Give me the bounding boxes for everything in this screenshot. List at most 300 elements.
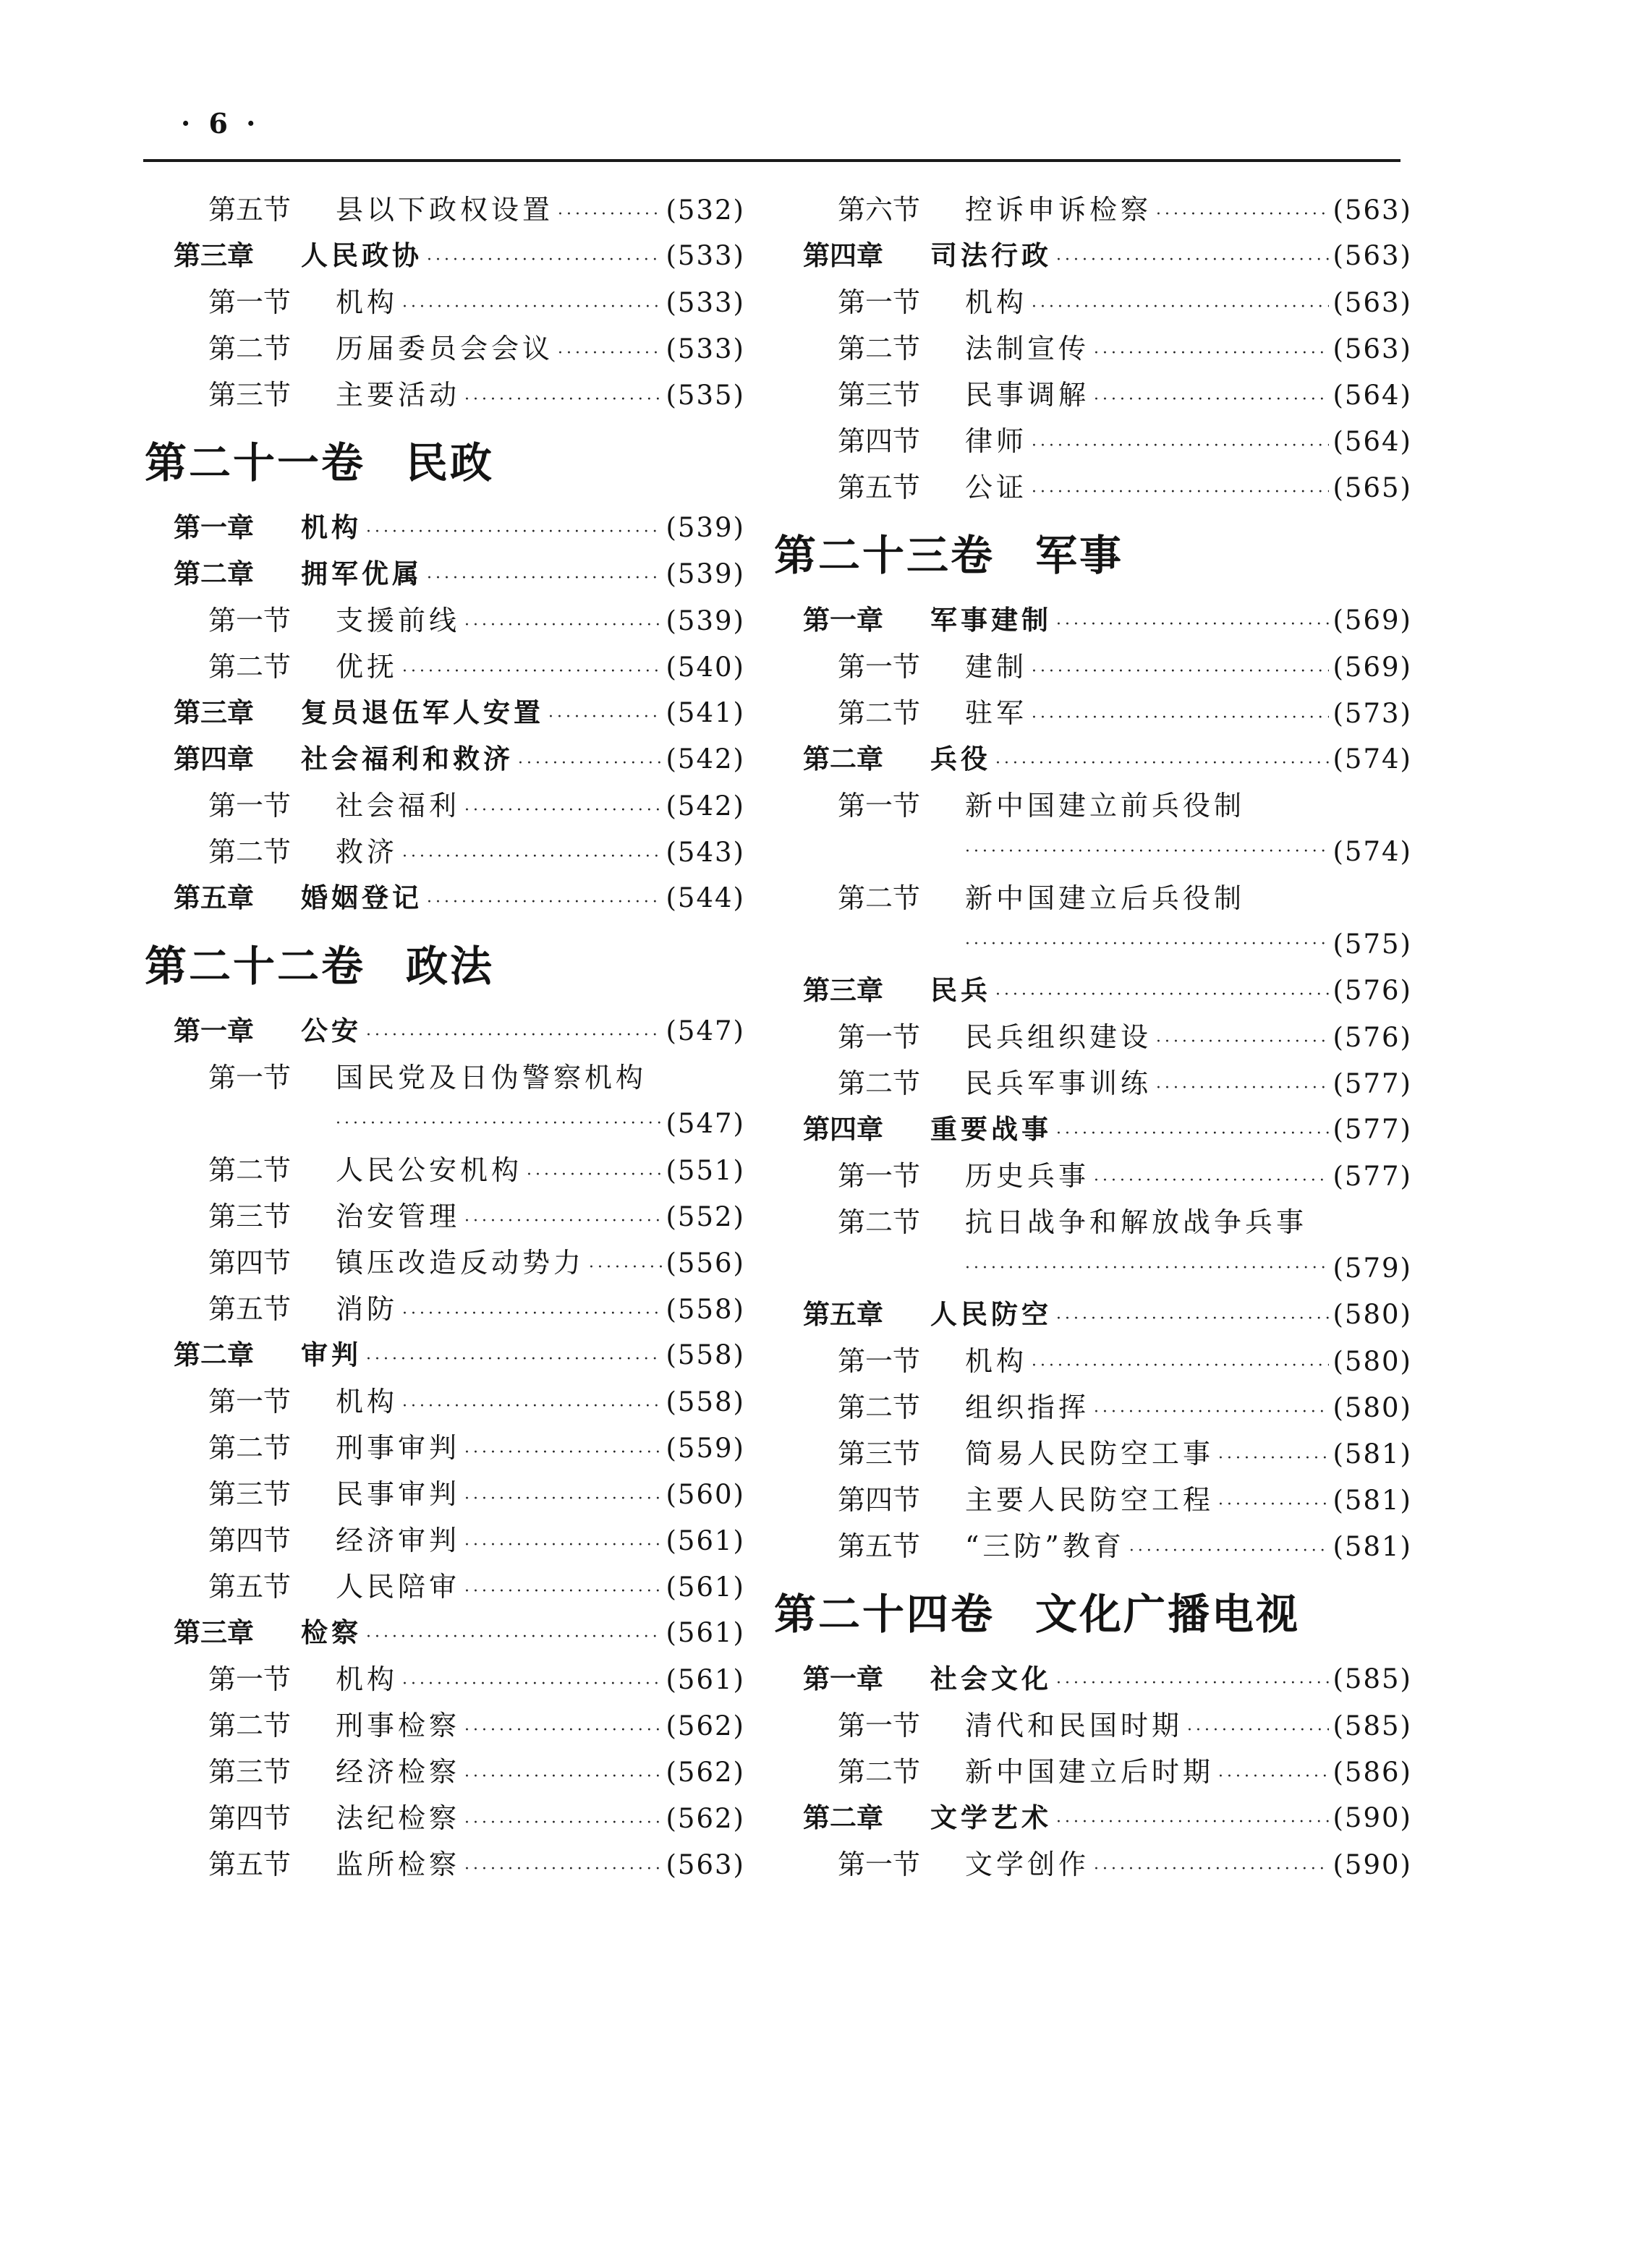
- section-number: 第三节: [838, 379, 921, 411]
- volume-number: 第二十三卷: [774, 531, 995, 580]
- dot-leader: [1218, 1754, 1328, 1800]
- dot-leader: [366, 1336, 662, 1383]
- chapter-title: 审判: [301, 1339, 362, 1370]
- toc-section-entry[interactable]: [803, 875, 1412, 968]
- toc-section-entry[interactable]: [174, 1517, 745, 1564]
- page-ref: (561): [666, 1664, 745, 1695]
- chapter-title: 公安: [301, 1015, 362, 1046]
- section-title: 经济检察: [336, 1756, 461, 1788]
- chapter-number: 第二章: [803, 1802, 883, 1833]
- chapter-title: 社会文化: [930, 1663, 1052, 1694]
- page-ref: (560): [666, 1479, 745, 1510]
- section-number: 第五节: [838, 472, 921, 503]
- dot-leader: [1094, 1158, 1328, 1204]
- toc-section-entry[interactable]: [803, 1431, 1412, 1477]
- toc-section-entry[interactable]: [803, 279, 1412, 325]
- chapter-number: 第一章: [174, 1015, 254, 1046]
- chapter-title: 社会福利和救济: [301, 743, 514, 775]
- toc-chapter-entry[interactable]: [174, 875, 745, 921]
- chapter-title: 复员退伍军人安置: [301, 697, 544, 728]
- dot-leader: [464, 1800, 661, 1846]
- section-title: 控诉申诉检察: [965, 194, 1152, 226]
- dot-leader: [1156, 192, 1328, 238]
- dot-leader: [1056, 1799, 1329, 1846]
- chapter-title: 兵役: [930, 743, 991, 775]
- dot-leader: [464, 377, 661, 423]
- page-ref: (539): [666, 558, 745, 589]
- toc-section-entry[interactable]: [803, 783, 1412, 875]
- toc-section-entry[interactable]: [803, 325, 1412, 372]
- section-title: 文学创作: [965, 1849, 1090, 1880]
- toc-section-entry[interactable]: [174, 783, 745, 829]
- page-ref: (580): [1332, 1346, 1412, 1377]
- dot-leader: [427, 555, 662, 602]
- chapter-number: 第二章: [174, 1339, 254, 1370]
- section-title: 机构: [336, 1386, 399, 1418]
- dot-leader: [1032, 649, 1328, 695]
- chapter-number: 第一章: [803, 605, 883, 636]
- section-title: 镇压改造反动势力: [336, 1247, 585, 1279]
- page-ref: (586): [1332, 1757, 1412, 1788]
- section-number: 第一节: [838, 1160, 921, 1192]
- volume-title: 文化广播电视: [1035, 1590, 1301, 1639]
- dot-leader: [464, 602, 661, 649]
- volume-heading: [774, 1591, 1412, 1637]
- toc-section-entry[interactable]: [174, 1702, 745, 1749]
- dot-leader: [558, 192, 661, 238]
- section-number: 第一节: [838, 790, 921, 822]
- page-ref: (562): [666, 1710, 745, 1742]
- section-title: 民兵组织建设: [965, 1021, 1152, 1053]
- page-ref: (556): [666, 1248, 745, 1279]
- toc-chapter-entry[interactable]: [803, 597, 1412, 644]
- toc-chapter-entry[interactable]: [174, 1610, 745, 1656]
- page-ref: (563): [666, 1849, 745, 1880]
- dot-leader: [1187, 1708, 1328, 1754]
- section-number: 第四节: [838, 1484, 921, 1516]
- toc-section-entry[interactable]: [803, 1153, 1412, 1199]
- section-number: 第一节: [838, 1345, 921, 1377]
- dot-leader: [1056, 1111, 1329, 1157]
- toc-chapter-entry[interactable]: [174, 505, 745, 551]
- section-number: 第四节: [208, 1802, 292, 1834]
- page-ref: (551): [666, 1155, 745, 1186]
- page-ref: (581): [1332, 1485, 1412, 1516]
- page-ref: (577): [1332, 1068, 1412, 1099]
- page-ref: (563): [1332, 240, 1412, 271]
- page-ref: (580): [1332, 1299, 1412, 1330]
- toc-section-entry[interactable]: [174, 597, 745, 644]
- page-ref: (563): [1332, 195, 1412, 226]
- volume-number: 第二十一卷: [145, 438, 366, 487]
- section-title: 新中国建立后兵役制: [965, 882, 1246, 914]
- toc-section-entry[interactable]: [803, 1338, 1412, 1384]
- section-number: 第一节: [838, 651, 921, 683]
- section-title: 机构: [965, 1345, 1028, 1377]
- dot-leader: [1056, 1660, 1329, 1707]
- dot-leader: [1056, 1296, 1329, 1342]
- toc-section-entry[interactable]: [803, 644, 1412, 690]
- toc-chapter-entry[interactable]: [174, 690, 745, 736]
- toc-section-entry[interactable]: [803, 464, 1412, 511]
- section-title: 监所检察: [336, 1849, 461, 1880]
- toc-entry-continuation: [803, 921, 1412, 968]
- chapter-number: 第四章: [803, 1114, 883, 1145]
- page-ref: (581): [1332, 1531, 1412, 1562]
- volume-number: 第二十二卷: [145, 942, 366, 991]
- section-title: 救济: [336, 836, 399, 868]
- page-ref: (539): [666, 512, 745, 543]
- section-title: 民兵军事训练: [965, 1067, 1152, 1099]
- dot-leader: [402, 1291, 661, 1337]
- dot-leader: [1156, 1065, 1328, 1112]
- dot-leader: [995, 741, 1329, 787]
- section-title: 刑事检察: [336, 1710, 461, 1742]
- toc-chapter-entry[interactable]: [174, 1332, 745, 1378]
- toc-chapter-entry[interactable]: [803, 1107, 1412, 1153]
- dot-leader: [427, 879, 662, 926]
- chapter-number: 第四章: [803, 240, 883, 271]
- toc-section-entry[interactable]: [803, 1749, 1412, 1795]
- page-ref: (533): [666, 287, 745, 318]
- chapter-number: 第五章: [803, 1299, 883, 1330]
- section-title: 民事调解: [965, 379, 1090, 411]
- toc-section-entry[interactable]: [803, 690, 1412, 736]
- toc-chapter-entry[interactable]: [803, 1795, 1412, 1841]
- page-number: · 6 ·: [181, 107, 260, 140]
- toc-chapter-entry[interactable]: [803, 1656, 1412, 1702]
- section-title: 支援前线: [336, 605, 461, 636]
- page-ref: (562): [666, 1757, 745, 1788]
- toc-section-entry[interactable]: [174, 1286, 745, 1332]
- dot-leader: [366, 1614, 662, 1660]
- chapter-number: 第一章: [803, 1663, 883, 1694]
- page-ref: (580): [1332, 1392, 1412, 1423]
- toc-section-entry[interactable]: [174, 372, 745, 418]
- toc-section-entry[interactable]: [803, 1014, 1412, 1060]
- section-title: 新中国建立后时期: [965, 1756, 1215, 1788]
- page-ref: (574): [1332, 743, 1412, 775]
- toc-section-entry[interactable]: [174, 1054, 745, 1147]
- chapter-number: 第三章: [174, 1617, 254, 1648]
- page-ref: (544): [666, 882, 745, 913]
- dot-leader: [1094, 1389, 1328, 1436]
- dot-leader: [1032, 695, 1328, 741]
- section-number: 第五节: [838, 1530, 921, 1562]
- page-ref: (542): [666, 790, 745, 822]
- section-title: 抗日战争和解放战争兵事: [965, 1206, 1308, 1238]
- dot-leader: [464, 1754, 661, 1800]
- toc-entry-continuation: [803, 829, 1412, 875]
- section-title: 机构: [965, 286, 1028, 318]
- chapter-number: 第四章: [174, 743, 254, 775]
- page-ref: (574): [1332, 836, 1412, 867]
- page-ref: (558): [666, 1294, 745, 1325]
- toc-section-entry[interactable]: [174, 644, 745, 690]
- chapter-title: 婚姻登记: [301, 882, 422, 913]
- section-title: 主要活动: [336, 379, 461, 411]
- section-title: 机构: [336, 286, 399, 318]
- section-number: 第六节: [838, 194, 921, 226]
- page-ref: (558): [666, 1339, 745, 1370]
- dot-leader: [1094, 377, 1328, 423]
- section-number: 第二节: [838, 697, 921, 729]
- dot-leader: [402, 1384, 661, 1430]
- dot-leader: [1156, 1019, 1328, 1065]
- section-number: 第二节: [838, 1391, 921, 1423]
- dot-leader: [527, 1152, 661, 1198]
- dot-leader: [464, 788, 661, 834]
- toc-section-entry[interactable]: [174, 1240, 745, 1286]
- chapter-number: 第三章: [174, 240, 254, 271]
- section-title: 民事审判: [336, 1478, 461, 1510]
- volume-title: 政法: [406, 942, 495, 991]
- dot-leader: [1218, 1436, 1328, 1482]
- page-ref: (533): [666, 240, 745, 271]
- toc-section-entry[interactable]: [174, 279, 745, 325]
- section-number: 第三节: [838, 1438, 921, 1470]
- dot-leader: [464, 1522, 661, 1569]
- dot-leader: [518, 741, 662, 787]
- volume-heading: [145, 440, 745, 486]
- section-title: 经济审判: [336, 1525, 461, 1556]
- section-number: 第二节: [208, 1154, 292, 1186]
- chapter-title: 机构: [301, 512, 362, 543]
- toc-section-entry[interactable]: [174, 1656, 745, 1702]
- section-number: 第四节: [208, 1247, 292, 1279]
- section-title: 治安管理: [336, 1201, 461, 1232]
- dot-leader: [402, 649, 661, 695]
- section-number: 第二节: [838, 1206, 921, 1238]
- section-number: 第一节: [208, 1062, 292, 1094]
- section-number: 第四节: [838, 425, 921, 457]
- toc-section-entry[interactable]: [174, 829, 745, 875]
- toc-chapter-entry[interactable]: [803, 233, 1412, 279]
- toc-section-entry[interactable]: [174, 1841, 745, 1888]
- section-number: 第一节: [208, 1663, 292, 1695]
- dot-leader: [464, 1569, 661, 1615]
- page-ref: (575): [1332, 929, 1412, 960]
- dot-leader: [1032, 284, 1328, 331]
- section-number: 第三节: [208, 379, 292, 411]
- page-ref: (547): [666, 1108, 745, 1139]
- chapter-title: 拥军优属: [301, 558, 422, 589]
- section-number: 第二节: [838, 1067, 921, 1099]
- dot-leader: [965, 1245, 1329, 1292]
- toc-section-entry[interactable]: [803, 1384, 1412, 1431]
- section-title: 刑事审判: [336, 1432, 461, 1464]
- dot-leader: [427, 237, 662, 284]
- toc-section-entry[interactable]: [803, 1199, 1412, 1292]
- dot-leader: [1056, 602, 1329, 648]
- section-title: 人民公安机构: [336, 1154, 523, 1186]
- section-number: 第一节: [838, 286, 921, 318]
- page-ref: (573): [1332, 698, 1412, 729]
- toc-chapter-entry[interactable]: [803, 968, 1412, 1014]
- dot-leader: [464, 1708, 661, 1754]
- section-title: 国民党及日伪警察机构: [336, 1062, 647, 1094]
- dot-leader: [336, 1101, 662, 1147]
- section-title: 公证: [965, 472, 1028, 503]
- toc-section-entry[interactable]: [174, 325, 745, 372]
- dot-leader: [1218, 1482, 1328, 1528]
- chapter-title: 重要战事: [930, 1114, 1052, 1145]
- page-ref: (564): [1332, 380, 1412, 411]
- dot-leader: [366, 1012, 662, 1059]
- header-rule: [143, 159, 1400, 162]
- page-ref: (576): [1332, 1022, 1412, 1053]
- dot-leader: [1094, 331, 1328, 377]
- toc-section-entry[interactable]: [803, 1702, 1412, 1749]
- toc-section-entry[interactable]: [174, 1749, 745, 1795]
- page-ref: (590): [1332, 1849, 1412, 1880]
- dot-leader: [965, 921, 1329, 968]
- toc-section-entry[interactable]: [174, 1564, 745, 1610]
- page-ref: (533): [666, 333, 745, 364]
- toc-chapter-entry[interactable]: [174, 1008, 745, 1054]
- toc-section-entry[interactable]: [174, 1378, 745, 1425]
- page-ref: (561): [666, 1617, 745, 1648]
- section-number: 第一节: [208, 286, 292, 318]
- page-ref: (547): [666, 1015, 745, 1046]
- toc-left-column: [145, 187, 745, 1888]
- toc-section-entry[interactable]: [174, 1471, 745, 1517]
- section-title: 历史兵事: [965, 1160, 1090, 1192]
- section-number: 第二节: [208, 836, 292, 868]
- dot-leader: [402, 1661, 661, 1708]
- dot-leader: [1032, 469, 1328, 516]
- section-title: 社会福利: [336, 790, 461, 822]
- toc-entry-continuation: [174, 1101, 745, 1147]
- volume-heading: [774, 532, 1412, 579]
- page-ref: (562): [666, 1803, 745, 1834]
- toc-section-entry[interactable]: [174, 1425, 745, 1471]
- toc-section-entry[interactable]: [803, 372, 1412, 418]
- section-number: 第五节: [208, 194, 292, 226]
- section-number: 第五节: [208, 1293, 292, 1325]
- dot-leader: [1056, 237, 1329, 284]
- toc-section-entry[interactable]: [174, 1147, 745, 1193]
- page-ref: (561): [666, 1572, 745, 1603]
- chapter-title: 军事建制: [930, 605, 1052, 636]
- toc-chapter-entry[interactable]: [803, 736, 1412, 783]
- toc-section-entry[interactable]: [174, 1193, 745, 1240]
- page-ref: (559): [666, 1433, 745, 1464]
- section-number: 第二节: [838, 333, 921, 364]
- section-title: 优抚: [336, 651, 399, 683]
- section-title: 组织指挥: [965, 1391, 1090, 1423]
- dot-leader: [1032, 1343, 1328, 1389]
- page-ref: (542): [666, 743, 745, 775]
- toc-section-entry[interactable]: [174, 1795, 745, 1841]
- page-ref: (577): [1332, 1161, 1412, 1192]
- dot-leader: [965, 829, 1329, 875]
- chapter-title: 司法行政: [930, 240, 1052, 271]
- section-number: 第三节: [208, 1201, 292, 1232]
- section-number: 第二节: [208, 651, 292, 683]
- page-ref: (541): [666, 697, 745, 728]
- page-ref: (563): [1332, 333, 1412, 364]
- dot-leader: [558, 331, 661, 377]
- dot-leader: [464, 1198, 661, 1245]
- toc-section-entry[interactable]: [174, 187, 745, 233]
- dot-leader: [548, 694, 662, 741]
- section-title: 主要人民防空工程: [965, 1484, 1215, 1516]
- section-number: 第二节: [208, 1432, 292, 1464]
- section-number: 第二节: [208, 1710, 292, 1742]
- chapter-title: 人民防空: [930, 1299, 1052, 1330]
- page-ref: (561): [666, 1525, 745, 1556]
- section-number: 第二节: [208, 333, 292, 364]
- section-title: 县以下政权设置: [336, 194, 554, 226]
- toc-chapter-entry[interactable]: [174, 233, 745, 279]
- page-ref: (539): [666, 605, 745, 636]
- section-title: 建制: [965, 651, 1028, 683]
- page-ref: (579): [1332, 1253, 1412, 1284]
- section-number: 第一节: [838, 1021, 921, 1053]
- toc-section-entry[interactable]: [803, 1060, 1412, 1107]
- page-ref: (569): [1332, 605, 1412, 636]
- toc-section-entry[interactable]: [803, 1841, 1412, 1888]
- page-ref: (577): [1332, 1114, 1412, 1145]
- dot-leader: [366, 509, 662, 555]
- page-ref: (543): [666, 837, 745, 868]
- section-title: 法纪检察: [336, 1802, 461, 1834]
- chapter-title: 民兵: [930, 975, 991, 1006]
- dot-leader: [589, 1245, 661, 1291]
- dot-leader: [464, 1846, 661, 1893]
- toc-section-entry[interactable]: [803, 187, 1412, 233]
- dot-leader: [402, 284, 661, 331]
- dot-leader: [464, 1476, 661, 1522]
- section-number: 第三节: [208, 1756, 292, 1788]
- section-number: 第二节: [838, 1756, 921, 1788]
- chapter-number: 第二章: [174, 558, 254, 589]
- toc-section-entry[interactable]: [803, 1523, 1412, 1569]
- section-title: 驻军: [965, 697, 1028, 729]
- dot-leader: [464, 1430, 661, 1476]
- volume-heading: [145, 943, 745, 989]
- volume-title: 民政: [406, 438, 495, 487]
- chapter-number: 第一章: [174, 512, 254, 543]
- page-ref: (563): [1332, 287, 1412, 318]
- section-title: 简易人民防空工事: [965, 1438, 1215, 1470]
- page-ref: (552): [666, 1201, 745, 1232]
- section-number: 第一节: [208, 790, 292, 822]
- chapter-number: 第三章: [803, 975, 883, 1006]
- toc-entry-continuation: [803, 1245, 1412, 1292]
- page-ref: (581): [1332, 1438, 1412, 1470]
- section-number: 第一节: [838, 1849, 921, 1880]
- section-number: 第一节: [208, 1386, 292, 1418]
- volume-title: 军事: [1035, 531, 1124, 580]
- page-ref: (585): [1332, 1710, 1412, 1742]
- section-title: 新中国建立前兵役制: [965, 790, 1246, 822]
- section-number: 第一节: [208, 605, 292, 636]
- section-number: 第五节: [208, 1849, 292, 1880]
- section-title: 清代和民国时期: [965, 1710, 1183, 1742]
- toc-chapter-entry[interactable]: [803, 1292, 1412, 1338]
- dot-leader: [1094, 1846, 1328, 1893]
- toc-chapter-entry[interactable]: [174, 736, 745, 783]
- page-ref: (569): [1332, 652, 1412, 683]
- toc-chapter-entry[interactable]: [174, 551, 745, 597]
- toc-section-entry[interactable]: [803, 1477, 1412, 1523]
- chapter-number: 第三章: [174, 697, 254, 728]
- toc-section-entry[interactable]: [803, 418, 1412, 464]
- section-title: “三防”教育: [965, 1530, 1125, 1562]
- section-title: 机构: [336, 1663, 399, 1695]
